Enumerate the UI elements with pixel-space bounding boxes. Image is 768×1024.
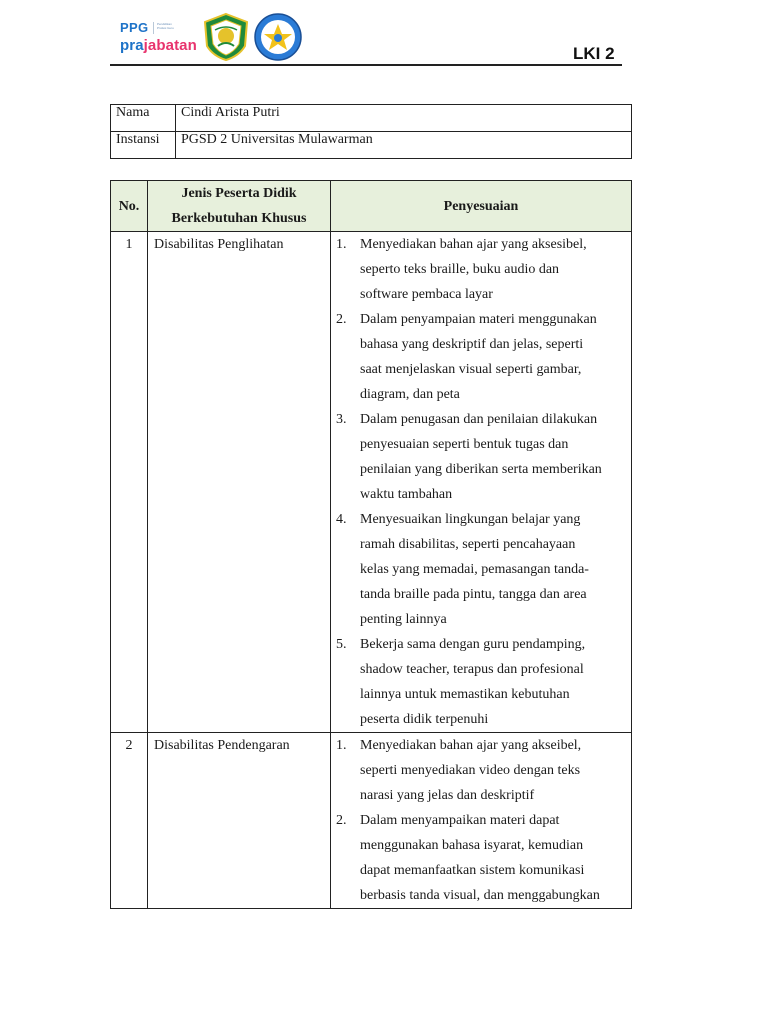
adjustment-list bbox=[335, 232, 627, 732]
identity-label: Nama bbox=[111, 105, 176, 132]
table-row bbox=[111, 733, 632, 909]
adjustment-item-line: software pembaca layar bbox=[360, 287, 493, 302]
adjustment-item-line: diagram, dan peta bbox=[360, 387, 460, 402]
adjustment-item-text bbox=[360, 632, 627, 732]
logo-tagline: Pendidikan Profesi Guru bbox=[157, 22, 174, 30]
adjustment-item-number: 5. bbox=[336, 637, 347, 652]
adjustment-item bbox=[335, 808, 627, 908]
disability-type: Disabilitas Penglihatan bbox=[148, 232, 331, 733]
identity-label: Instansi bbox=[111, 132, 176, 159]
identity-table bbox=[110, 104, 632, 159]
university-emblem-icon bbox=[201, 12, 251, 62]
adjustment-item-line: saat menjelaskan visual seperti gambar, bbox=[360, 362, 582, 377]
logo-ppg-text: PPG bbox=[120, 20, 149, 35]
adjustment-item-line: Dalam penugasan dan penilaian dilakukan bbox=[360, 412, 598, 427]
column-header-jenis bbox=[148, 181, 331, 232]
adjustment-item bbox=[335, 307, 627, 407]
adjustment-item-line: penyesuaian seperti bentuk tugas dan bbox=[360, 437, 569, 452]
adjustment-item-number: 4. bbox=[336, 512, 347, 527]
adjustment-item-line: ramah disabilitas, seperti pencahayaan bbox=[360, 537, 576, 552]
document-code: LKI 2 bbox=[573, 44, 615, 63]
adjustment-item-line: bahasa yang deskriptif dan jelas, seperti bbox=[360, 337, 584, 352]
disability-type: Disabilitas Pendengaran bbox=[148, 733, 331, 909]
adjustment-item-line: seperto teks braille, buku audio dan bbox=[360, 262, 560, 277]
adjustment-item-line: Bekerja sama dengan guru pendamping, bbox=[360, 637, 586, 652]
identity-row-instansi bbox=[111, 132, 632, 159]
adjustment-item-line: peserta didik terpenuhi bbox=[360, 712, 489, 727]
column-header-no: No. bbox=[111, 181, 148, 232]
column-header-penyesuaian: Penyesuaian bbox=[331, 181, 632, 232]
adjustment-item-line: penting lainnya bbox=[360, 612, 447, 627]
table-header-row bbox=[111, 181, 632, 232]
document-header bbox=[0, 0, 768, 70]
adjustment-item-line: Menyesuaikan lingkungan belajar yang bbox=[360, 512, 581, 527]
adjustment-item-number: 2. bbox=[336, 813, 347, 828]
adjustment-item-line: Dalam menyampaikan materi dapat bbox=[360, 813, 560, 828]
table-row bbox=[111, 232, 632, 733]
adjustment-item-text bbox=[360, 733, 627, 808]
adjustment-item-line: shadow teacher, terapus dan profesional bbox=[360, 662, 584, 677]
adjustment-item-number: 1. bbox=[336, 237, 347, 252]
adjustment-item-text bbox=[360, 808, 627, 908]
kemendikbud-emblem-icon bbox=[253, 12, 303, 62]
header-rule bbox=[110, 64, 622, 66]
adjustment-item-line: narasi yang jelas dan deskriptif bbox=[360, 788, 535, 803]
adjustment-item bbox=[335, 733, 627, 808]
adjustment-item-number: 2. bbox=[336, 312, 347, 327]
adjustment-item-line: penilaian yang diberikan serta memberikan bbox=[360, 462, 602, 477]
adjustment-item-line: Dalam penyampaian materi menggunakan bbox=[360, 312, 597, 327]
adjustment-item-line: waktu tambahan bbox=[360, 487, 453, 502]
adjustment-item-line: dapat memanfaatkan sistem komunikasi bbox=[360, 863, 585, 878]
adjustment-item-line: Menyediakan bahan ajar yang akseibel, bbox=[360, 738, 582, 753]
adjustment-item-number: 3. bbox=[336, 412, 347, 427]
logo-separator bbox=[153, 22, 154, 34]
adjustment-item-line: tanda braille pada pintu, tangga dan area bbox=[360, 587, 587, 602]
row-number: 2 bbox=[111, 733, 148, 909]
adjustment-item bbox=[335, 407, 627, 507]
adjustment-list bbox=[335, 733, 627, 908]
table-body bbox=[111, 232, 632, 909]
identity-value: PGSD 2 Universitas Mulawarman bbox=[176, 132, 632, 159]
ppg-prajabatan-logo bbox=[120, 20, 200, 60]
adjustment-item bbox=[335, 507, 627, 632]
adjustment-item-text bbox=[360, 232, 627, 307]
adjustment-item-text bbox=[360, 307, 627, 407]
adjustment-item-text bbox=[360, 407, 627, 507]
adjustment-item-line: berbasis tanda visual, dan menggabungkan bbox=[360, 888, 600, 903]
adjustment-item-line: seperti menyediakan video dengan teks bbox=[360, 763, 581, 778]
adjustment-item-line: Menyediakan bahan ajar yang aksesibel, bbox=[360, 237, 587, 252]
adjustment-list-cell bbox=[331, 232, 632, 733]
adjustment-item bbox=[335, 632, 627, 732]
adjustment-item-number: 1. bbox=[336, 738, 347, 753]
identity-row-nama bbox=[111, 105, 632, 132]
identity-value: Cindi Arista Putri bbox=[176, 105, 632, 132]
adjustment-item-line: menggunakan bahasa isyarat, kemudian bbox=[360, 838, 584, 853]
adjustment-item-text bbox=[360, 507, 627, 632]
adjustment-list-cell bbox=[331, 733, 632, 909]
adjustment-item-line: kelas yang memadai, pemasangan tanda- bbox=[360, 562, 589, 577]
adjustment-item bbox=[335, 232, 627, 307]
row-number: 1 bbox=[111, 232, 148, 733]
logo-prajabatan-text: prajabatan bbox=[120, 37, 197, 54]
column-header-jenis-line1: Jenis Peserta Didik bbox=[181, 186, 297, 201]
column-header-jenis-line2: Berkebutuhan Khusus bbox=[171, 211, 307, 226]
adjustment-item-line: lainnya untuk memastikan kebutuhan bbox=[360, 687, 570, 702]
adjustment-table bbox=[110, 180, 632, 909]
